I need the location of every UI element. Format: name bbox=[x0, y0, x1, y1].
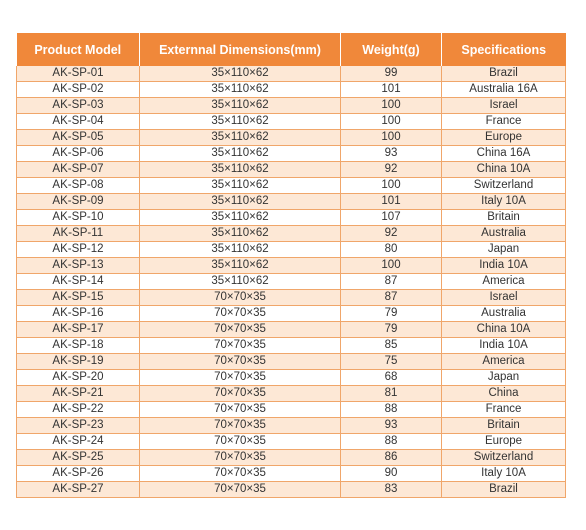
table-row bbox=[17, 274, 566, 290]
table-row bbox=[17, 354, 566, 370]
weight-cell: 93 bbox=[341, 418, 442, 434]
table-row bbox=[17, 466, 566, 482]
product-model-cell: AK-SP-20 bbox=[17, 370, 140, 386]
dimensions-cell: 70×70×35 bbox=[140, 354, 341, 370]
header-specifications: Specifications bbox=[442, 33, 566, 66]
table-row bbox=[17, 242, 566, 258]
dimensions-cell: 35×110×62 bbox=[140, 162, 341, 178]
specification-cell: Japan bbox=[442, 242, 566, 258]
specification-cell: Japan bbox=[442, 370, 566, 386]
dimensions-cell: 70×70×35 bbox=[140, 386, 341, 402]
specification-cell: India 10A bbox=[442, 338, 566, 354]
dimensions-cell: 35×110×62 bbox=[140, 66, 341, 82]
table-row bbox=[17, 194, 566, 210]
dimensions-cell: 70×70×35 bbox=[140, 450, 341, 466]
product-model-cell: AK-SP-12 bbox=[17, 242, 140, 258]
product-model-cell: AK-SP-24 bbox=[17, 434, 140, 450]
product-model-cell: AK-SP-03 bbox=[17, 98, 140, 114]
specification-cell: Australia bbox=[442, 226, 566, 242]
dimensions-cell: 70×70×35 bbox=[140, 418, 341, 434]
product-model-cell: AK-SP-09 bbox=[17, 194, 140, 210]
table-row bbox=[17, 130, 566, 146]
table-header bbox=[17, 33, 566, 66]
table-row bbox=[17, 98, 566, 114]
weight-cell: 68 bbox=[341, 370, 442, 386]
product-model-cell: AK-SP-19 bbox=[17, 354, 140, 370]
dimensions-cell: 70×70×35 bbox=[140, 482, 341, 498]
table-row bbox=[17, 226, 566, 242]
specification-cell: Israel bbox=[442, 290, 566, 306]
weight-cell: 79 bbox=[341, 322, 442, 338]
specification-cell: China bbox=[442, 386, 566, 402]
table-body bbox=[17, 66, 566, 498]
weight-cell: 100 bbox=[341, 98, 442, 114]
weight-cell: 100 bbox=[341, 178, 442, 194]
header-row bbox=[17, 33, 566, 66]
dimensions-cell: 35×110×62 bbox=[140, 226, 341, 242]
specification-cell: China 16A bbox=[442, 146, 566, 162]
weight-cell: 101 bbox=[341, 82, 442, 98]
table-row bbox=[17, 162, 566, 178]
weight-cell: 92 bbox=[341, 226, 442, 242]
dimensions-cell: 35×110×62 bbox=[140, 210, 341, 226]
dimensions-cell: 35×110×62 bbox=[140, 242, 341, 258]
product-model-cell: AK-SP-17 bbox=[17, 322, 140, 338]
dimensions-cell: 35×110×62 bbox=[140, 146, 341, 162]
weight-cell: 101 bbox=[341, 194, 442, 210]
table-row bbox=[17, 322, 566, 338]
weight-cell: 85 bbox=[341, 338, 442, 354]
table-row bbox=[17, 402, 566, 418]
table-row bbox=[17, 210, 566, 226]
dimensions-cell: 70×70×35 bbox=[140, 306, 341, 322]
table-row bbox=[17, 306, 566, 322]
product-model-cell: AK-SP-14 bbox=[17, 274, 140, 290]
weight-cell: 107 bbox=[341, 210, 442, 226]
table-row bbox=[17, 434, 566, 450]
dimensions-cell: 35×110×62 bbox=[140, 178, 341, 194]
dimensions-cell: 70×70×35 bbox=[140, 338, 341, 354]
specification-cell: Israel bbox=[442, 98, 566, 114]
specification-cell: Australia bbox=[442, 306, 566, 322]
product-model-cell: AK-SP-27 bbox=[17, 482, 140, 498]
product-spec-table bbox=[16, 33, 566, 498]
dimensions-cell: 70×70×35 bbox=[140, 434, 341, 450]
dimensions-cell: 70×70×35 bbox=[140, 370, 341, 386]
weight-cell: 86 bbox=[341, 450, 442, 466]
specification-cell: Italy 10A bbox=[442, 466, 566, 482]
dimensions-cell: 35×110×62 bbox=[140, 258, 341, 274]
product-model-cell: AK-SP-25 bbox=[17, 450, 140, 466]
table-row bbox=[17, 290, 566, 306]
weight-cell: 100 bbox=[341, 258, 442, 274]
dimensions-cell: 35×110×62 bbox=[140, 98, 341, 114]
table-row bbox=[17, 146, 566, 162]
weight-cell: 87 bbox=[341, 290, 442, 306]
specification-cell: France bbox=[442, 402, 566, 418]
dimensions-cell: 70×70×35 bbox=[140, 402, 341, 418]
specification-cell: Britain bbox=[442, 418, 566, 434]
product-model-cell: AK-SP-26 bbox=[17, 466, 140, 482]
table-row bbox=[17, 338, 566, 354]
table-row bbox=[17, 418, 566, 434]
product-model-cell: AK-SP-16 bbox=[17, 306, 140, 322]
product-model-cell: AK-SP-05 bbox=[17, 130, 140, 146]
dimensions-cell: 70×70×35 bbox=[140, 466, 341, 482]
specification-cell: Britain bbox=[442, 210, 566, 226]
specification-cell: Europe bbox=[442, 434, 566, 450]
weight-cell: 81 bbox=[341, 386, 442, 402]
product-model-cell: AK-SP-06 bbox=[17, 146, 140, 162]
dimensions-cell: 35×110×62 bbox=[140, 114, 341, 130]
header-external-dimensions: Externnal Dimensions(mm) bbox=[140, 33, 341, 66]
weight-cell: 87 bbox=[341, 274, 442, 290]
specification-cell: Italy 10A bbox=[442, 194, 566, 210]
dimensions-cell: 70×70×35 bbox=[140, 290, 341, 306]
weight-cell: 88 bbox=[341, 434, 442, 450]
product-model-cell: AK-SP-18 bbox=[17, 338, 140, 354]
table-row bbox=[17, 114, 566, 130]
specification-cell: Switzerland bbox=[442, 450, 566, 466]
specification-cell: France bbox=[442, 114, 566, 130]
product-model-cell: AK-SP-08 bbox=[17, 178, 140, 194]
dimensions-cell: 35×110×62 bbox=[140, 194, 341, 210]
table-row bbox=[17, 258, 566, 274]
dimensions-cell: 35×110×62 bbox=[140, 130, 341, 146]
specification-cell: Brazil bbox=[442, 66, 566, 82]
specification-cell: America bbox=[442, 274, 566, 290]
table-row bbox=[17, 482, 566, 498]
spec-table-container bbox=[16, 33, 565, 498]
dimensions-cell: 35×110×62 bbox=[140, 82, 341, 98]
product-model-cell: AK-SP-21 bbox=[17, 386, 140, 402]
specification-cell: America bbox=[442, 354, 566, 370]
weight-cell: 100 bbox=[341, 114, 442, 130]
weight-cell: 75 bbox=[341, 354, 442, 370]
dimensions-cell: 35×110×62 bbox=[140, 274, 341, 290]
product-model-cell: AK-SP-01 bbox=[17, 66, 140, 82]
table-row bbox=[17, 178, 566, 194]
weight-cell: 88 bbox=[341, 402, 442, 418]
table-row bbox=[17, 66, 566, 82]
product-model-cell: AK-SP-15 bbox=[17, 290, 140, 306]
product-model-cell: AK-SP-02 bbox=[17, 82, 140, 98]
table-row bbox=[17, 370, 566, 386]
table-row bbox=[17, 386, 566, 402]
product-model-cell: AK-SP-04 bbox=[17, 114, 140, 130]
product-model-cell: AK-SP-23 bbox=[17, 418, 140, 434]
weight-cell: 100 bbox=[341, 130, 442, 146]
weight-cell: 93 bbox=[341, 146, 442, 162]
header-weight: Weight(g) bbox=[341, 33, 442, 66]
weight-cell: 92 bbox=[341, 162, 442, 178]
header-product-model: Product Model bbox=[17, 33, 140, 66]
product-model-cell: AK-SP-22 bbox=[17, 402, 140, 418]
product-model-cell: AK-SP-13 bbox=[17, 258, 140, 274]
weight-cell: 99 bbox=[341, 66, 442, 82]
weight-cell: 90 bbox=[341, 466, 442, 482]
table-row bbox=[17, 82, 566, 98]
product-model-cell: AK-SP-10 bbox=[17, 210, 140, 226]
weight-cell: 80 bbox=[341, 242, 442, 258]
specification-cell: Switzerland bbox=[442, 178, 566, 194]
product-model-cell: AK-SP-11 bbox=[17, 226, 140, 242]
specification-cell: China 10A bbox=[442, 322, 566, 338]
specification-cell: Brazil bbox=[442, 482, 566, 498]
table-row bbox=[17, 450, 566, 466]
dimensions-cell: 70×70×35 bbox=[140, 322, 341, 338]
weight-cell: 79 bbox=[341, 306, 442, 322]
specification-cell: Europe bbox=[442, 130, 566, 146]
product-model-cell: AK-SP-07 bbox=[17, 162, 140, 178]
weight-cell: 83 bbox=[341, 482, 442, 498]
specification-cell: Australia 16A bbox=[442, 82, 566, 98]
specification-cell: China 10A bbox=[442, 162, 566, 178]
specification-cell: India 10A bbox=[442, 258, 566, 274]
